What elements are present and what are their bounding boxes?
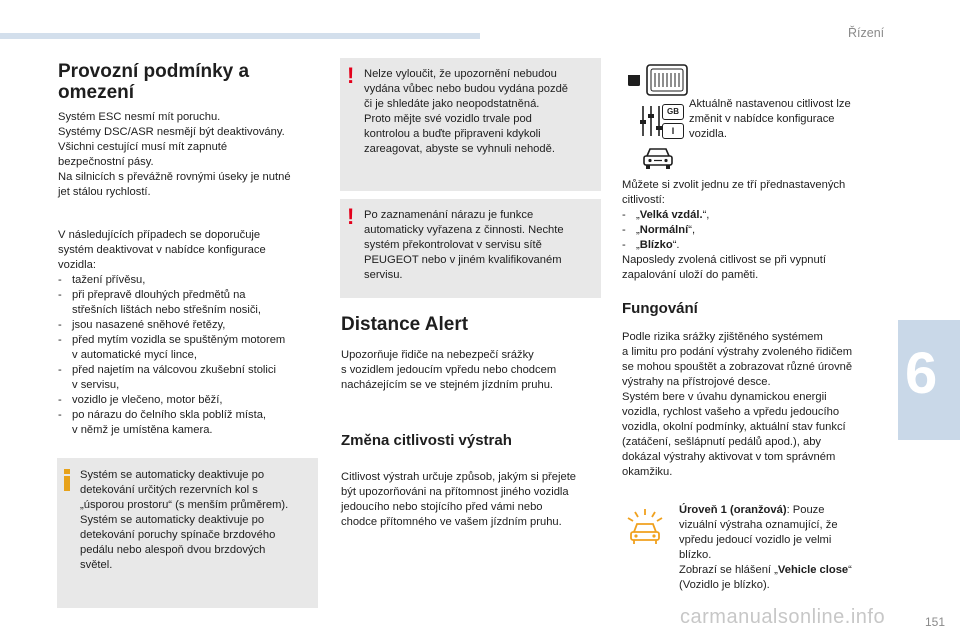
heading-line: Provozní podmínky a: [58, 61, 250, 82]
sliders-icon: [640, 104, 662, 138]
subheading-sensitivity: Změna citlivosti výstrah: [341, 432, 512, 449]
list-item: - po nárazu do čelního skla poblíž místa, v němž je umístěna kamera.: [58, 409, 267, 436]
list-item: - jsou nasazené sněhové řetězy,: [58, 319, 226, 331]
text-line: systém deaktivovat v nabídce konfigurace: [58, 244, 266, 256]
section-heading-distance-alert: Distance Alert: [341, 314, 469, 335]
list-item: - před najetím na válcovou zkušební stolici v servisu,: [58, 364, 276, 391]
language-gb-icon: GB: [662, 104, 684, 120]
text-line: detekování poruchy spínače brzdového: [80, 529, 276, 541]
text-line: vozidla, okolní podmínky, aktuální stav funkcí: [622, 421, 846, 433]
text-line: vpředu jedoucí vozidlo je velmi: [679, 534, 832, 546]
icon-description: [689, 97, 889, 142]
sensitivity-paragraph: [341, 470, 603, 530]
text-line: V následujících případech se doporučuje: [58, 229, 261, 241]
section-title: Řízení: [848, 26, 885, 40]
conditions-paragraph: [58, 110, 318, 200]
heading-line: omezení: [58, 82, 135, 103]
text-line: Můžete si zvolit jednu ze tří přednastavených: [622, 179, 846, 191]
distance-alert-paragraph: [341, 348, 603, 393]
text-line: Proto mějte své vozidlo trvale pod: [364, 113, 532, 125]
text-line: citlivostí:: [622, 194, 665, 206]
list-item: - před mytím vozidla se spuštěným motorem v automatické mycí lince,: [58, 334, 286, 361]
text-line: Citlivost výstrah určuje způsob, jakým si přejete: [341, 471, 577, 483]
text-line: chodce přítomného ve vašem jízdním pruhu.: [341, 516, 562, 528]
info-icon: [63, 469, 71, 491]
info-i-icon: I: [662, 123, 684, 139]
sensitivity-options-paragraph: [622, 178, 884, 283]
warning-icon: !: [347, 63, 355, 88]
deactivation-paragraph: [58, 228, 320, 438]
text-line: výstrahy na přístrojové desce.: [622, 376, 771, 388]
text-line: vozidla:: [58, 259, 96, 271]
text-line: nacházejícím se ve stejném jízdním pruhu.: [341, 379, 554, 391]
text-line: Zobrazí se hlášení „Vehicle close“: [679, 564, 852, 576]
text-line: jedoucího nebo stojícího před vámi nebo: [341, 501, 543, 513]
text-line: Po zaznamenání nárazu je funkce: [364, 209, 534, 221]
text-line: pedálu nebo alespoň dvou brzdových: [80, 544, 266, 556]
text-line: systém překontrolovat v servisu sítě: [364, 239, 542, 251]
text-line: dokázal výstrahy aktivovat v tom správném: [622, 451, 836, 463]
text-line: blízko.: [679, 549, 712, 561]
text-line: (zatáčení, sešlápnutí pedálů apod.), aby: [622, 436, 822, 448]
text-line: se mohou spouštět a zobrazovat různé úrovně: [622, 361, 853, 373]
text-line: bezpečnostní pásy.: [58, 156, 154, 168]
text-line: „úsporou prostoru“ (s menším průměrem).: [80, 499, 289, 511]
text-line: či je shledáte jako neopodstatněná.: [364, 98, 540, 110]
text-line: vozidla.: [689, 128, 727, 140]
text-line: Nelze vyloučit, že upozornění nebudou: [364, 68, 557, 80]
page-number: 151: [925, 615, 946, 629]
text-line: a limitu pro podání výstrahy zvoleného řidičem: [622, 346, 853, 358]
text-line: vizuální výstraha oznamující, že: [679, 519, 838, 531]
text-line: zapalování uloží do paměti.: [622, 269, 759, 281]
section-heading-operating-conditions: [58, 61, 249, 103]
list-item: - „Blízko“.: [622, 239, 680, 251]
text-line: okamžiku.: [622, 466, 673, 478]
touchscreen-vehicle-settings-icon: [625, 62, 691, 98]
list-item: - „Velká vzdál.“,: [622, 209, 710, 221]
text-line: Systém bere v úvahu dynamickou energii: [622, 391, 827, 403]
text-line: PEUGEOT nebo v jiném kvalifikovaném: [364, 254, 562, 266]
text-line: být upozorňováni na přítomnost jiného vozidla: [341, 486, 569, 498]
text-line: Aktuálně nastavenou citlivost lze: [689, 98, 851, 110]
alert-level-1-text: [679, 503, 889, 593]
text-line: vozidla, rychlost vašeho a vpředu jedoucího: [622, 406, 840, 418]
text-line: s vozidlem jedoucím vpředu nebo chodcem: [341, 364, 557, 376]
text-line: Naposledy zvolená citlivost se při vypnutí: [622, 254, 826, 266]
text-line: servisu.: [364, 269, 403, 281]
header-bar: [0, 33, 480, 39]
operation-paragraph: [622, 330, 888, 480]
list-item: - vozidlo je vlečeno, motor běží,: [58, 394, 223, 406]
car-front-icon: [641, 146, 675, 170]
text-line: Systém ESC nesmí mít poruchu.: [58, 111, 221, 123]
list-item: - při přepravě dlouhých předmětů na střešních lištách nebo střešním nosiči,: [58, 289, 262, 316]
text-line: automaticky vyřazena z činnosti. Nechte: [364, 224, 564, 236]
text-line: (Vozidlo je blízko).: [679, 579, 770, 591]
text-line: změnit v nabídce konfigurace: [689, 113, 835, 125]
warning-box-1-text: [364, 67, 598, 157]
warning-icon: !: [347, 204, 355, 229]
text-line: Úroveň 1 (oranžová): Pouze: [679, 504, 825, 516]
text-line: detekování určitých rezervních kol s: [80, 484, 258, 496]
list-item: - tažení přívěsu,: [58, 274, 146, 286]
text-line: jet stálou rychlostí.: [58, 186, 151, 198]
text-line: světel.: [80, 559, 113, 571]
text-line: Podle rizika srážky zjištěného systémem: [622, 331, 823, 343]
text-line: Systémy DSC/ASR nesmějí být deaktivovány.: [58, 126, 285, 138]
info-box-text: [80, 468, 316, 573]
warning-box-2-text: [364, 208, 598, 283]
text-line: kontrolou a buďte připraveni kdykoli: [364, 128, 541, 140]
text-line: Na silnicích s převážně rovnými úseky je nutné: [58, 171, 291, 183]
text-line: Všichni cestující musí mít zapnuté: [58, 141, 228, 153]
chapter-number: 6: [905, 341, 938, 406]
text-line: Systém se automaticky deaktivuje po: [80, 469, 265, 481]
subheading-operation: Fungování: [622, 300, 698, 317]
text-line: Upozorňuje řidiče na nebezpečí srážky: [341, 349, 534, 361]
text-line: Systém se automaticky deaktivuje po: [80, 514, 265, 526]
list-item: - „Normální“,: [622, 224, 696, 236]
watermark: carmanualsonline.info: [680, 606, 886, 628]
orange-alert-car-icon: [622, 508, 668, 548]
text-line: vydána vůbec nebo budou vydána pozdě: [364, 83, 569, 95]
text-line: zareagovat, abyste se vyhnuli nehodě.: [364, 143, 555, 155]
